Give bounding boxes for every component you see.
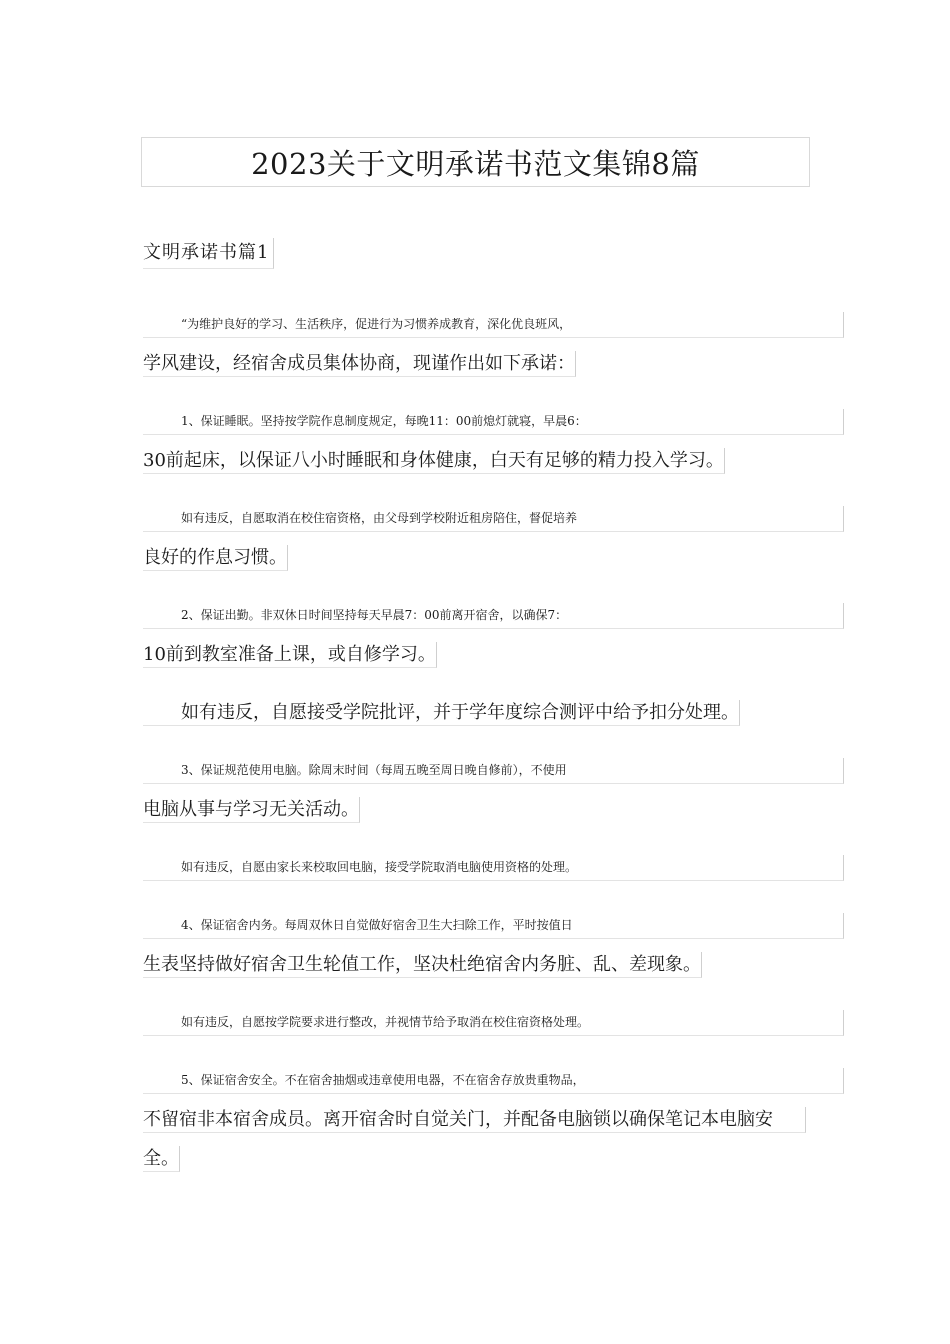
paragraph-line: 30前起床，以保证八小时睡眠和身体健康，白天有足够的精力投入学习。	[143, 448, 725, 474]
paragraph-line: 4、保证宿舍内务。每周双休日自觉做好宿舍卫生大扫除工作，平时按值日	[143, 913, 844, 939]
paragraph-line: 5、保证宿舍安全。不在宿舍抽烟或违章使用电器，不在宿舍存放贵重物品，	[143, 1068, 844, 1094]
paragraph-line: 如有违反，自愿接受学院批评，并于学年度综合测评中给予扣分处理。	[143, 700, 740, 726]
paragraph-line: 良好的作息习惯。	[143, 545, 288, 571]
paragraph-line: 1、保证睡眠。坚持按学院作息制度规定，每晚11：00前熄灯就寝，早晨6：	[143, 409, 844, 435]
paragraph-line: 10前到教室准备上课，或自修学习。	[143, 642, 437, 668]
section-heading: 文明承诺书篇1	[143, 238, 274, 269]
paragraph-line: 如有违反，自愿由家长来校取回电脑，接受学院取消电脑使用资格的处理。	[143, 855, 844, 881]
paragraph-line: 学风建设，经宿舍成员集体协商，现谨作出如下承诺：	[143, 351, 576, 377]
paragraph-line: 不留宿非本宿舍成员。离开宿舍时自觉关门，并配备电脑锁以确保笔记本电脑安	[143, 1107, 806, 1133]
paragraph-line: “为维护良好的学习、生活秩序，促进行为习惯养成教育，深化优良班风，	[143, 312, 844, 338]
paragraph-line: 2、保证出勤。非双休日时间坚持每天早晨7：00前离开宿舍，以确保7：	[143, 603, 844, 629]
paragraph-line: 3、保证规范使用电脑。除周末时间（每周五晚至周日晚自修前），不使用	[143, 758, 844, 784]
paragraph-line: 生表坚持做好宿舍卫生轮值工作，坚决杜绝宿舍内务脏、乱、差现象。	[143, 952, 702, 978]
document-title: 2023关于文明承诺书范文集锦8篇	[141, 137, 810, 187]
paragraph-line: 全。	[143, 1146, 180, 1172]
paragraph-line: 如有违反，自愿按学院要求进行整改，并视情节给予取消在校住宿资格处理。	[143, 1010, 844, 1036]
paragraph-line: 如有违反，自愿取消在校住宿资格，由父母到学校附近租房陪住，督促培养	[143, 506, 844, 532]
paragraph-line: 电脑从事与学习无关活动。	[143, 797, 360, 823]
